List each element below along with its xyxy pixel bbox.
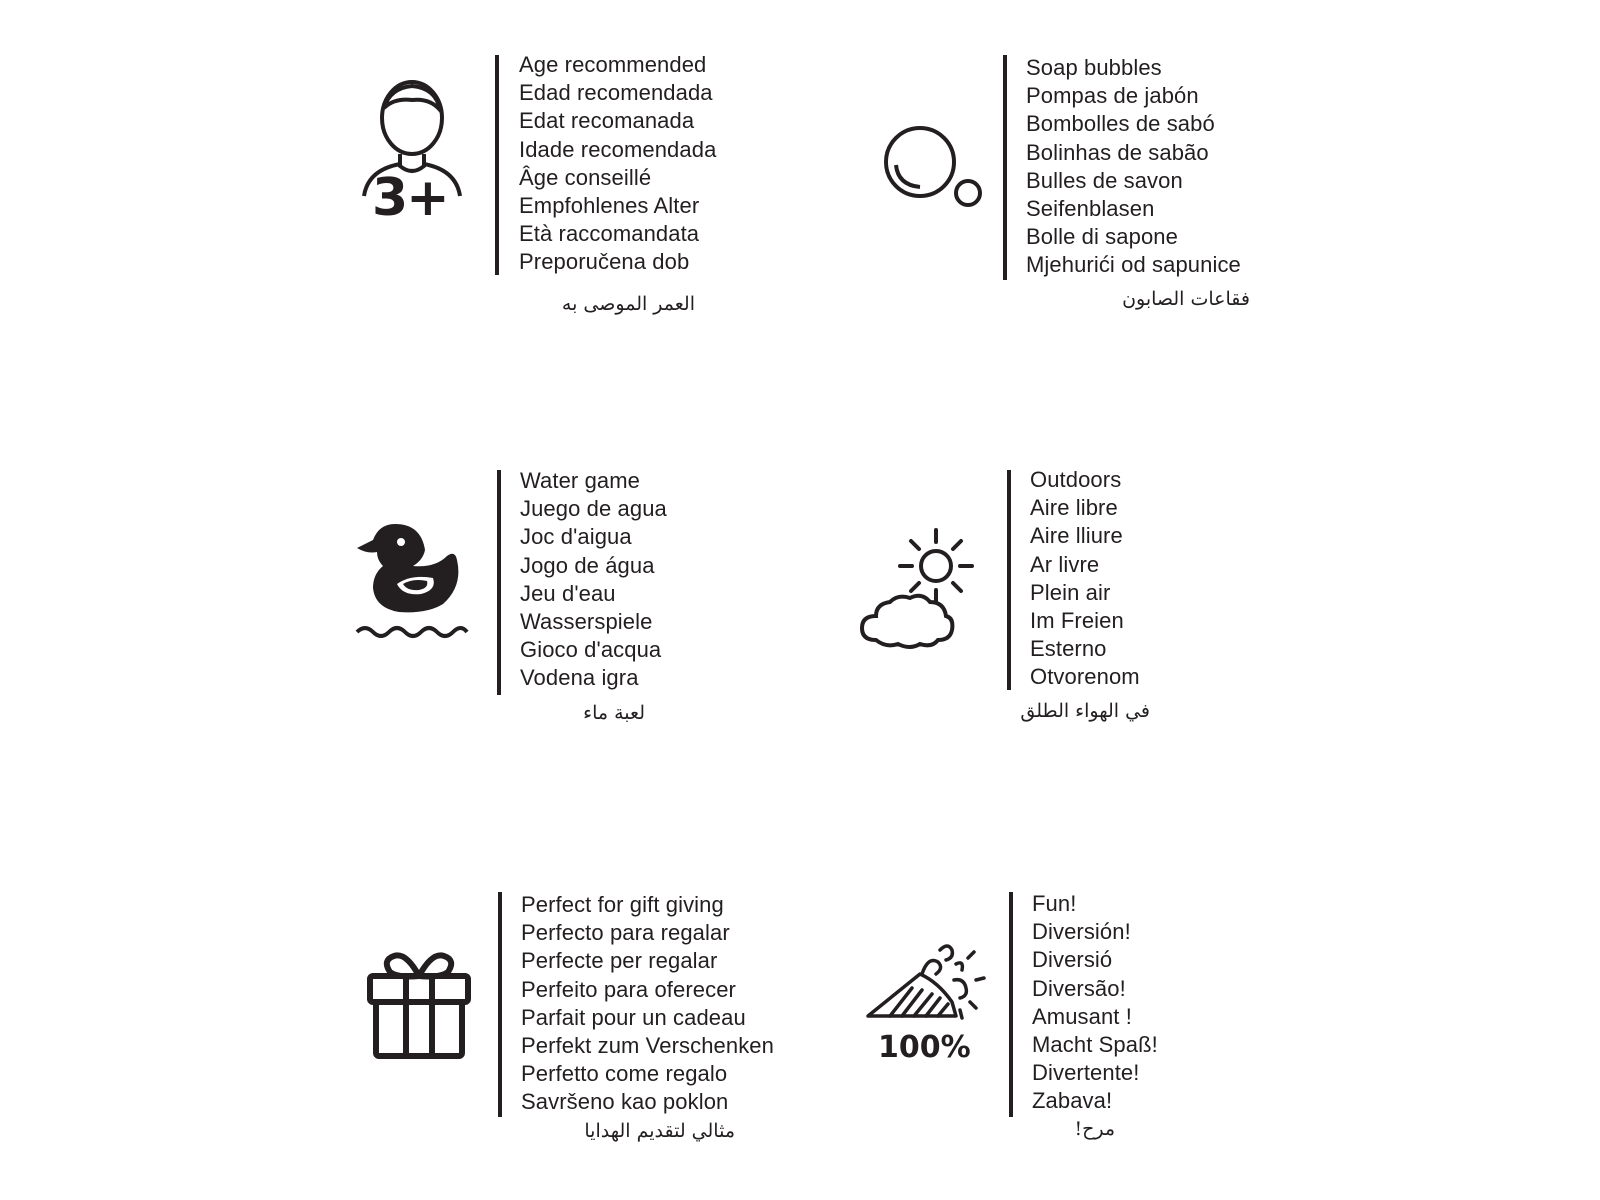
label-es: Diversión! [1032, 919, 1131, 945]
fun-percent-badge: 100% [878, 1030, 971, 1065]
label-hr: Vodena igra [520, 665, 639, 691]
label-hr: Otvorenom [1030, 664, 1140, 690]
label-ar: مثالي لتقديم الهدايا [584, 1120, 735, 1142]
label-hr: Zabava! [1032, 1088, 1113, 1114]
gift-box-icon [366, 950, 472, 1060]
divider-line [1007, 470, 1011, 690]
label-fr: Amusant ! [1032, 1003, 1132, 1029]
label-fr: Âge conseillé [519, 164, 652, 190]
label-pt: Diversão! [1032, 975, 1126, 1001]
label-de: Empfohlenes Alter [519, 193, 700, 219]
label-ar: لعبة ماء [583, 702, 645, 724]
label-hr: Mjehurići od sapunice [1026, 252, 1241, 278]
label-en: Outdoors [1030, 467, 1122, 492]
label-pt: Perfeito para oferecer [521, 976, 736, 1002]
label-de: Im Freien [1030, 608, 1124, 634]
label-de: Wasserspiele [520, 609, 653, 635]
label-ca: Joc d'aigua [520, 524, 632, 550]
label-ar: فقاعات الصابون [1122, 288, 1250, 310]
label-list [520, 467, 667, 693]
divider-line [1003, 55, 1007, 280]
label-it: Divertente! [1032, 1060, 1140, 1086]
label-fr: Parfait pour un cadeau [521, 1004, 746, 1030]
label-ar: مرح! [1074, 1118, 1115, 1140]
label-ca: Aire lliure [1030, 523, 1123, 549]
divider-line [1009, 892, 1013, 1117]
label-en: Age recommended [519, 52, 707, 77]
divider-line [497, 470, 501, 695]
label-en: Fun! [1032, 891, 1077, 916]
label-it: Esterno [1030, 636, 1107, 662]
sun-cloud-icon [858, 528, 978, 653]
label-en: Soap bubbles [1026, 55, 1162, 80]
label-en: Perfect for gift giving [521, 892, 724, 917]
label-ca: Bombolles de sabó [1026, 111, 1215, 137]
label-list [1032, 890, 1158, 1116]
label-it: Età raccomandata [519, 221, 700, 247]
label-pt: Ar livre [1030, 551, 1100, 577]
soap-bubbles-icon [880, 125, 985, 213]
label-fr: Plein air [1030, 579, 1111, 605]
label-de: Macht Spaß! [1032, 1032, 1158, 1058]
age-badge: 3+ [372, 168, 448, 228]
label-de: Perfekt zum Verschenken [521, 1033, 774, 1059]
label-ar: في الهواء الطلق [1020, 700, 1150, 722]
label-pt: Bolinhas de sabão [1026, 139, 1209, 165]
label-pt: Idade recomendada [519, 136, 717, 162]
label-pt: Jogo de água [520, 552, 655, 578]
label-hr: Preporučena dob [519, 249, 690, 275]
label-list [519, 51, 716, 277]
label-fr: Jeu d'eau [520, 580, 616, 606]
label-es: Aire libre [1030, 495, 1118, 521]
label-it: Gioco d'acqua [520, 637, 662, 663]
label-ar: العمر الموصى به [561, 293, 695, 315]
label-fr: Bulles de savon [1026, 167, 1183, 193]
label-es: Pompas de jabón [1026, 83, 1199, 109]
divider-line [495, 55, 499, 275]
label-es: Edad recomendada [519, 80, 713, 106]
rubber-duck-icon [355, 520, 470, 645]
label-ca: Diversió [1032, 947, 1113, 973]
label-es: Juego de agua [520, 496, 667, 522]
label-list [521, 891, 774, 1117]
label-list [1026, 54, 1241, 280]
party-hat-confetti-icon [864, 940, 992, 1022]
label-it: Perfetto come regalo [521, 1061, 728, 1087]
label-list [1030, 466, 1140, 692]
label-de: Seifenblasen [1026, 196, 1155, 222]
label-ca: Edat recomanada [519, 108, 695, 134]
divider-line [498, 892, 502, 1117]
label-hr: Savršeno kao poklon [521, 1089, 729, 1115]
label-es: Perfecto para regalar [521, 920, 730, 946]
label-en: Water game [520, 468, 641, 493]
label-it: Bolle di sapone [1026, 224, 1178, 250]
label-ca: Perfecte per regalar [521, 948, 718, 974]
